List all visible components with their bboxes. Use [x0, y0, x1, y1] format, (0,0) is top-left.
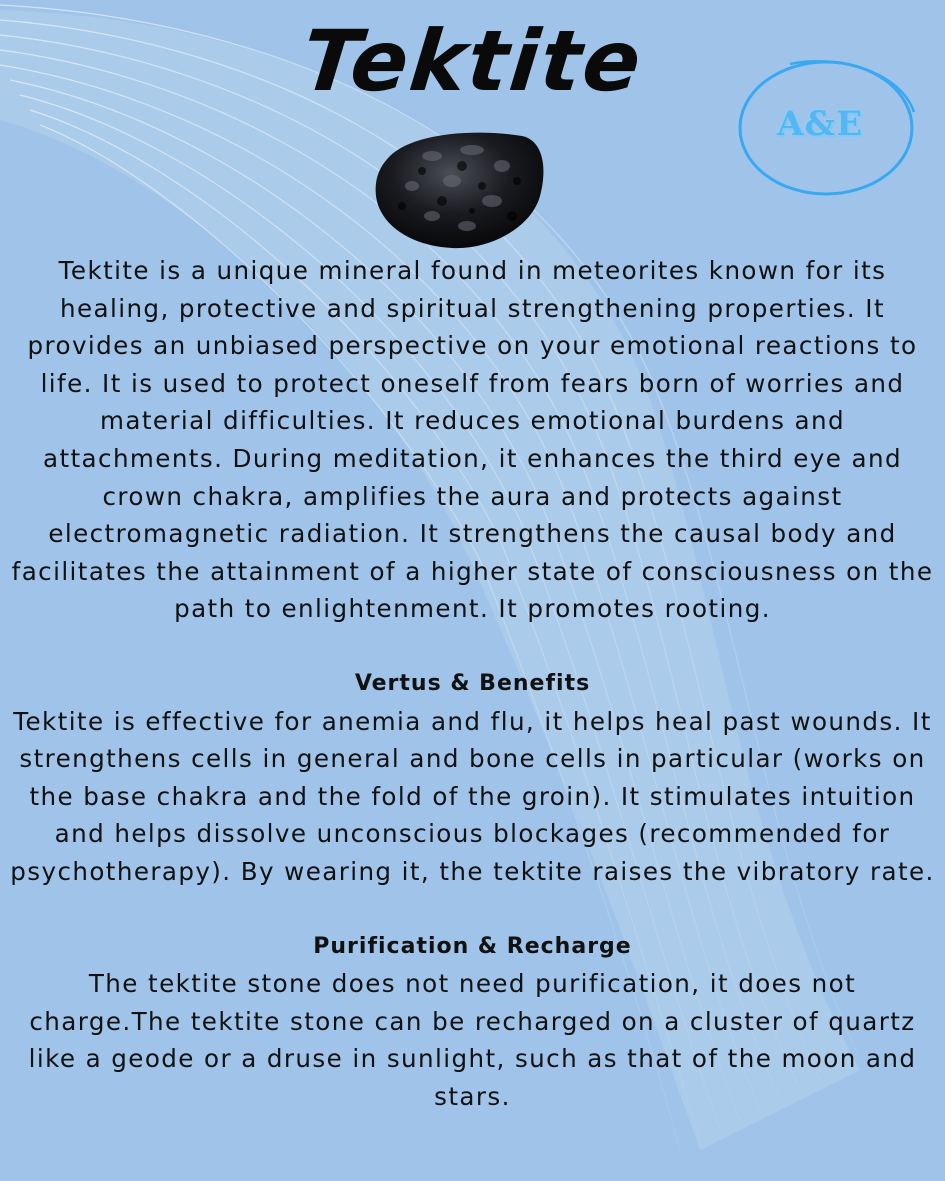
logo-text: A&E [777, 104, 863, 144]
section-body-purification: The tektite stone does not need purification, it does not charge.The tektite stone can be recharged on a cluster of quartz like a geode or a druse in sunlight, such as that of the moon and stars. [28, 969, 917, 1111]
content [10, 252, 935, 1115]
page-title: Tektite [297, 12, 648, 110]
tektite-stone-icon [372, 126, 548, 252]
intro-paragraph: Tektite is a unique mineral found in meteorites known for its healing, protective and spiritual strengthening properties. It provides an unbiased perspective on your emotional reactions to life. It is used to protect oneself from fears born of worries and material difficulties. It reduces emotional burdens and attachments. During meditation, it enhances the third eye and crown chakra, amplifies the aura and protects against electromagnetic radiation. It strengthens the causal body and facilitates the attainment of a higher state of consciousness on the path to enlightenment. It promotes rooting. [11, 256, 934, 624]
section-heading-benefits: Vertus & Benefits [354, 670, 591, 696]
section-body-benefits: Tektite is effective for anemia and flu, it helps heal past wounds. It strengthens cells in general and bone cells in particular (works on the base chakra and the fold of the groin). It stimulates intuition and helps dissolve unconscious blockages (recommended for psychotherapy). By wearing it, the tektite raises the vibratory rate. [10, 706, 935, 886]
logo [730, 52, 922, 202]
section-heading-purification: Purification & Recharge [313, 933, 632, 959]
